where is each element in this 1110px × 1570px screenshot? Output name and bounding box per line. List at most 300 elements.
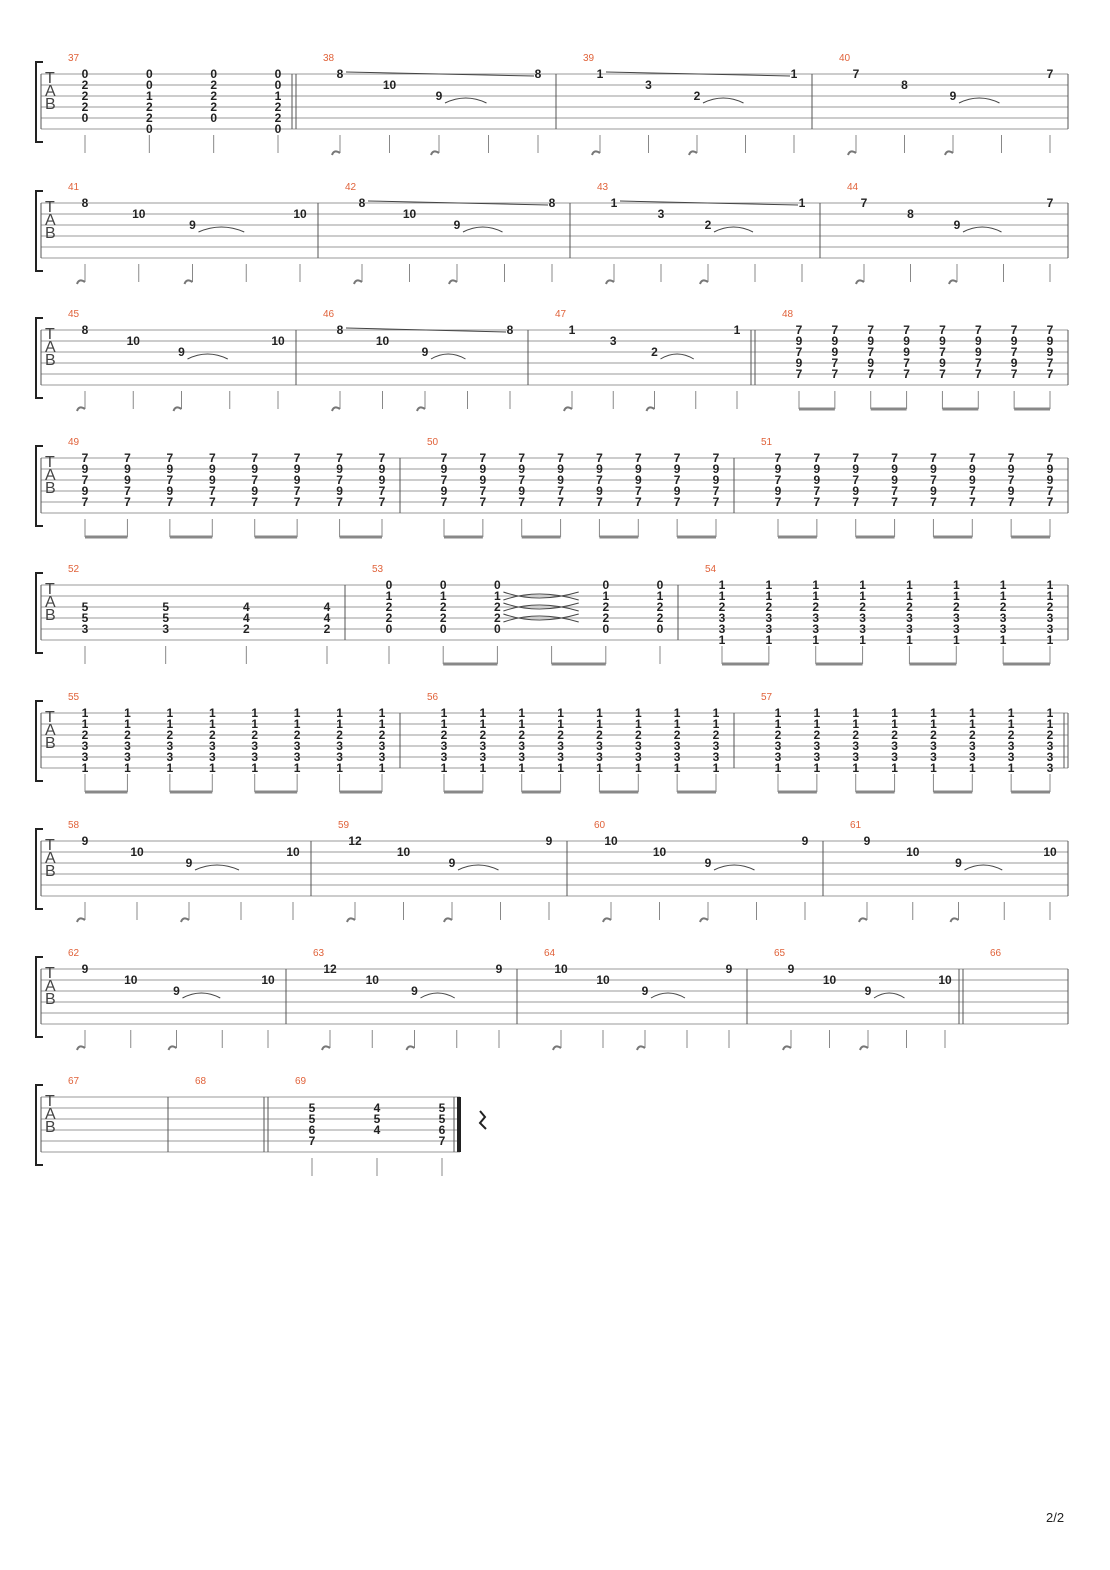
fret-number: 2	[274, 100, 282, 114]
tab-letter-b: B	[45, 991, 56, 1008]
fret-number: 7	[774, 451, 782, 465]
fret-number: 2	[251, 728, 259, 742]
tie-arc	[445, 98, 487, 103]
note-flag	[174, 407, 182, 411]
fret-number: 10	[124, 973, 138, 987]
fret-number: 7	[166, 473, 174, 487]
fret-number: 1	[1046, 633, 1054, 647]
fret-number: 5	[81, 600, 89, 614]
fret-number: 3	[518, 739, 526, 753]
fret-number: 10	[554, 962, 568, 976]
fret-number: 2	[596, 728, 603, 742]
fret-number: 7	[852, 67, 860, 81]
fret-number: 2	[693, 89, 701, 103]
fret-number: 7	[208, 451, 216, 465]
fret-number: 7	[208, 495, 216, 509]
fret-number: 7	[1010, 323, 1018, 337]
fret-number: 1	[208, 706, 216, 720]
measure-number: 38	[323, 53, 335, 64]
fret-number: 9	[293, 462, 301, 476]
measure-number: 41	[68, 182, 80, 193]
fret-number: 9	[1007, 462, 1015, 476]
fret-number: 9	[545, 834, 553, 848]
measure-number: 67	[68, 1076, 80, 1087]
fret-number: 7	[596, 473, 603, 487]
fret-number: 1	[891, 717, 898, 731]
fret-number: 1	[765, 589, 773, 603]
fret-number: 3	[81, 739, 89, 753]
fret-number: 1	[859, 633, 866, 647]
fret-number: 3	[208, 750, 216, 764]
fret-number: 3	[479, 739, 487, 753]
fret-number: 2	[651, 345, 658, 359]
fret-number: 2	[891, 728, 898, 742]
fret-number: 9	[336, 484, 343, 498]
fret-number: 7	[968, 495, 976, 509]
fret-number: 3	[1046, 750, 1054, 764]
fret-number: 2	[765, 600, 773, 614]
fret-number: 9	[864, 984, 872, 998]
fret-number: 7	[1046, 356, 1054, 370]
fret-number: 7	[831, 367, 839, 381]
fret-number: 2	[518, 728, 526, 742]
fret-number: 7	[336, 451, 343, 465]
fret-number: 10	[596, 973, 610, 987]
fret-number: 2	[145, 100, 153, 114]
fret-number: 1	[859, 578, 866, 592]
tie-arc	[714, 865, 755, 870]
fret-number: 7	[518, 473, 526, 487]
fret-number: 2	[704, 218, 712, 232]
fret-number: 1	[906, 589, 913, 603]
fret-number: 7	[293, 484, 301, 498]
fret-number: 7	[293, 451, 301, 465]
fret-number: 1	[518, 706, 526, 720]
fret-number: 9	[831, 334, 839, 348]
fret-number: 2	[81, 100, 89, 114]
note-flag	[332, 407, 340, 411]
fret-number: 1	[634, 717, 642, 731]
fret-number: 1	[952, 578, 960, 592]
fret-number: 1	[906, 578, 913, 592]
tab-letter-a: A	[45, 1106, 56, 1123]
fret-number: 7	[81, 451, 89, 465]
measure-number: 50	[427, 437, 439, 448]
fret-number: 1	[634, 761, 642, 775]
tab-letter-t: T	[45, 837, 55, 854]
fret-number: 6	[438, 1123, 446, 1137]
fret-number: 7	[891, 495, 898, 509]
fret-number: 1	[439, 589, 447, 603]
fret-number: 2	[602, 600, 610, 614]
fret-number: 2	[557, 728, 564, 742]
tab-letter-a: A	[45, 212, 56, 229]
fret-number: 9	[479, 462, 487, 476]
fret-number: 7	[1007, 451, 1015, 465]
fret-number: 4	[373, 1123, 381, 1137]
fret-number: 9	[831, 345, 839, 359]
fret-number: 7	[795, 323, 803, 337]
fret-number: 1	[718, 589, 726, 603]
fret-number: 3	[657, 207, 665, 221]
fret-number: 7	[930, 495, 937, 509]
fret-number: 7	[596, 451, 603, 465]
fret-number: 3	[999, 611, 1007, 625]
fret-number: 1	[293, 706, 301, 720]
fret-number: 3	[293, 750, 301, 764]
fret-number: 9	[378, 462, 386, 476]
fret-number: 7	[557, 451, 564, 465]
fret-number: 9	[557, 473, 564, 487]
fret-number: 9	[1010, 334, 1018, 348]
fret-number: 9	[930, 462, 937, 476]
fret-number: 7	[251, 495, 259, 509]
fret-number: 8	[81, 196, 89, 210]
fret-number: 3	[81, 750, 89, 764]
tie-arc	[183, 993, 221, 998]
tie-arc	[651, 993, 685, 998]
measure-number: 40	[839, 53, 851, 64]
fret-number: 7	[795, 345, 803, 359]
note-flag	[949, 280, 957, 284]
fret-number: 1	[1007, 761, 1015, 775]
fret-number: 1	[251, 761, 259, 775]
fret-number: 0	[656, 578, 664, 592]
fret-number: 1	[718, 633, 726, 647]
fret-number: 2	[774, 728, 782, 742]
fret-number: 2	[906, 600, 913, 614]
fret-number: 2	[479, 728, 487, 742]
fret-number: 1	[166, 717, 174, 731]
fret-number: 0	[385, 578, 393, 592]
fret-number: 1	[999, 633, 1007, 647]
fret-number: 7	[930, 473, 937, 487]
fret-number: 3	[479, 750, 487, 764]
fret-number: 1	[1007, 706, 1015, 720]
fret-number: 7	[774, 495, 782, 509]
fret-number: 10	[132, 207, 146, 221]
fret-number: 1	[765, 578, 773, 592]
fret-number: 9	[421, 345, 429, 359]
fret-number: 7	[831, 323, 839, 337]
fret-number: 7	[438, 1134, 446, 1148]
measure-number: 39	[583, 53, 595, 64]
fret-number: 9	[712, 462, 720, 476]
note-flag	[647, 407, 655, 411]
fret-number: 0	[385, 622, 393, 636]
fret-number: 1	[1046, 589, 1054, 603]
fret-number: 7	[852, 495, 860, 509]
fret-number: 9	[774, 484, 782, 498]
fret-number: 1	[673, 706, 681, 720]
fret-number: 9	[939, 334, 946, 348]
note-flag	[322, 1046, 330, 1050]
fret-number: 1	[712, 761, 720, 775]
note-flag	[856, 280, 864, 284]
fret-number: 2	[81, 78, 89, 92]
fret-number: 9	[801, 834, 809, 848]
fret-number: 12	[348, 834, 362, 848]
fret-number: 2	[208, 728, 216, 742]
fret-number: 1	[166, 761, 174, 775]
fret-number: 3	[378, 739, 386, 753]
fret-number: 7	[813, 451, 821, 465]
fret-number: 3	[440, 750, 448, 764]
fret-number: 9	[968, 473, 976, 487]
measure-number: 68	[195, 1076, 207, 1087]
fret-number: 9	[1007, 484, 1015, 498]
fret-number: 3	[906, 622, 913, 636]
fret-number: 1	[712, 717, 720, 731]
fret-number: 7	[336, 495, 343, 509]
fret-number: 6	[308, 1123, 316, 1137]
fret-number: 1	[596, 706, 603, 720]
fret-number: 2	[323, 622, 331, 636]
fret-number: 2	[439, 600, 447, 614]
fret-number: 9	[813, 473, 821, 487]
fret-number: 7	[634, 495, 642, 509]
fret-number: 2	[968, 728, 976, 742]
tie-arc	[199, 227, 245, 232]
fret-number: 7	[1046, 67, 1054, 81]
fret-number: 7	[81, 473, 89, 487]
fret-number: 0	[439, 622, 447, 636]
fret-number: 9	[634, 462, 642, 476]
tab-letter-b: B	[45, 480, 56, 497]
fret-number: 1	[208, 761, 216, 775]
note-flag	[860, 1046, 868, 1050]
fret-number: 9	[81, 834, 89, 848]
fret-number: 7	[208, 484, 216, 498]
fret-number: 1	[891, 761, 898, 775]
note-flag	[354, 280, 362, 284]
fret-number: 9	[673, 484, 681, 498]
fret-number: 1	[494, 589, 501, 603]
fret-number: 0	[439, 578, 447, 592]
fret-number: 10	[604, 834, 618, 848]
fret-number: 2	[166, 728, 174, 742]
fret-number: 3	[81, 622, 89, 636]
fret-number: 7	[479, 451, 487, 465]
fret-number: 2	[124, 728, 131, 742]
fret-number: 7	[939, 367, 946, 381]
note-flag	[700, 918, 708, 922]
fret-number: 3	[124, 750, 131, 764]
fret-number: 1	[557, 717, 564, 731]
fret-number: 7	[852, 473, 860, 487]
fret-number: 7	[891, 451, 898, 465]
fret-number: 1	[859, 589, 866, 603]
fret-number: 1	[952, 589, 960, 603]
fret-number: 9	[852, 484, 860, 498]
fret-number: 1	[124, 717, 131, 731]
fret-number: 3	[1007, 739, 1015, 753]
fret-number: 7	[336, 473, 343, 487]
fret-number: 9	[968, 462, 976, 476]
fret-number: 2	[718, 600, 726, 614]
fret-number: 8	[358, 196, 366, 210]
fret-number: 1	[124, 706, 131, 720]
fret-number: 9	[974, 345, 982, 359]
quarter-rest	[480, 1111, 486, 1129]
fret-number: 9	[251, 462, 259, 476]
note-flag	[77, 280, 85, 284]
fret-number: 9	[185, 856, 193, 870]
fret-number: 1	[479, 761, 487, 775]
fret-number: 2	[242, 622, 250, 636]
fret-number: 7	[81, 495, 89, 509]
note-flag	[77, 407, 85, 411]
tab-letter-a: A	[45, 978, 56, 995]
fret-number: 7	[518, 495, 526, 509]
fret-number: 0	[81, 67, 89, 81]
fret-number: 9	[949, 89, 957, 103]
note-flag	[449, 280, 457, 284]
fret-number: 7	[813, 495, 821, 509]
note-flag	[637, 1046, 645, 1050]
fret-number: 9	[1046, 473, 1054, 487]
fret-number: 9	[774, 462, 782, 476]
fret-number: 7	[891, 484, 898, 498]
tab-letter-t: T	[45, 965, 55, 982]
fret-number: 9	[712, 473, 720, 487]
fret-number: 8	[901, 78, 908, 92]
fret-number: 2	[812, 600, 820, 614]
fret-number: 1	[81, 717, 89, 731]
tab-letter-b: B	[45, 1119, 56, 1136]
fret-number: 9	[867, 356, 875, 370]
measure-number: 44	[847, 182, 859, 193]
measure-number: 45	[68, 309, 80, 320]
fret-number: 1	[968, 761, 976, 775]
note-flag	[945, 151, 953, 155]
fret-number: 7	[867, 323, 875, 337]
fret-number: 7	[813, 484, 821, 498]
fret-number: 3	[440, 739, 448, 753]
fret-number: 2	[1046, 728, 1054, 742]
fret-number: 2	[634, 728, 642, 742]
fret-number: 3	[812, 611, 820, 625]
fret-number: 1	[602, 589, 610, 603]
fret-number: 1	[765, 633, 773, 647]
fret-number: 3	[718, 622, 726, 636]
fret-number: 2	[712, 728, 720, 742]
fret-number: 7	[939, 345, 946, 359]
fret-number: 7	[867, 345, 875, 359]
tab-letter-t: T	[45, 326, 55, 343]
fret-number: 2	[81, 728, 89, 742]
tab-letter-t: T	[45, 581, 55, 598]
tab-letter-t: T	[45, 70, 55, 87]
measure-number: 47	[555, 309, 567, 320]
fret-number: 1	[712, 706, 720, 720]
fret-number: 7	[1010, 367, 1018, 381]
fret-number: 7	[557, 495, 564, 509]
fret-number: 3	[968, 750, 976, 764]
fret-number: 3	[968, 739, 976, 753]
fret-number: 9	[903, 345, 910, 359]
fret-number: 1	[81, 706, 89, 720]
fret-number: 7	[860, 196, 868, 210]
fret-number: 7	[712, 484, 720, 498]
tab-letter-b: B	[45, 96, 56, 113]
measure-number: 42	[345, 182, 357, 193]
fret-number: 7	[479, 495, 487, 509]
fret-number: 7	[867, 367, 875, 381]
fret-number: 10	[375, 334, 390, 348]
fret-number: 2	[210, 100, 218, 114]
fret-number: 8	[336, 67, 344, 81]
measure-number: 52	[68, 564, 80, 575]
fret-number: 7	[831, 356, 839, 370]
fret-number: 1	[385, 589, 393, 603]
fret-number: 3	[812, 622, 820, 636]
measure-number: 48	[782, 309, 794, 320]
measure-number: 55	[68, 692, 80, 703]
fret-number: 7	[903, 367, 910, 381]
fret-number: 4	[242, 611, 250, 625]
fret-number: 3	[712, 739, 720, 753]
fret-number: 1	[906, 633, 913, 647]
fret-number: 9	[955, 856, 962, 870]
fret-number: 9	[725, 962, 733, 976]
fret-number: 1	[81, 761, 89, 775]
fret-number: 9	[178, 345, 185, 359]
measure-number: 66	[990, 948, 1002, 959]
fret-number: 2	[656, 600, 664, 614]
fret-number: 7	[293, 495, 301, 509]
fret-number: 1	[673, 717, 681, 731]
tab-letter-t: T	[45, 199, 55, 216]
tie-arc	[963, 227, 1002, 232]
fret-number: 7	[308, 1134, 316, 1148]
tab-letter-a: A	[45, 850, 56, 867]
fret-number: 10	[652, 845, 667, 859]
fret-number: 7	[1010, 345, 1018, 359]
fret-number: 3	[557, 739, 564, 753]
fret-number: 2	[336, 728, 343, 742]
fret-number: 7	[378, 495, 386, 509]
fret-number: 9	[166, 484, 174, 498]
fret-number: 5	[81, 611, 89, 625]
fret-number: 3	[852, 750, 860, 764]
fret-number: 7	[440, 495, 448, 509]
measure-number: 56	[427, 692, 439, 703]
fret-number: 9	[495, 962, 503, 976]
fret-number: 4	[323, 600, 331, 614]
fret-number: 3	[859, 611, 866, 625]
fret-number: 9	[673, 462, 681, 476]
fret-number: 7	[968, 451, 976, 465]
fret-number: 7	[166, 495, 174, 509]
fret-number: 3	[952, 622, 960, 636]
measure-number: 65	[774, 948, 786, 959]
fret-number: 3	[208, 739, 216, 753]
fret-number: 7	[974, 323, 982, 337]
fret-number: 8	[81, 323, 89, 337]
tie-arc	[421, 993, 455, 998]
fret-number: 9	[189, 218, 196, 232]
fret-number: 3	[718, 611, 726, 625]
fret-number: 7	[1007, 473, 1015, 487]
fret-number: 7	[596, 495, 603, 509]
fret-number: 3	[673, 739, 681, 753]
fret-number: 10	[261, 973, 275, 987]
measure-number: 69	[295, 1076, 307, 1087]
tie-arc	[458, 865, 499, 870]
fret-number: 8	[336, 323, 344, 337]
fret-number: 1	[968, 717, 976, 731]
